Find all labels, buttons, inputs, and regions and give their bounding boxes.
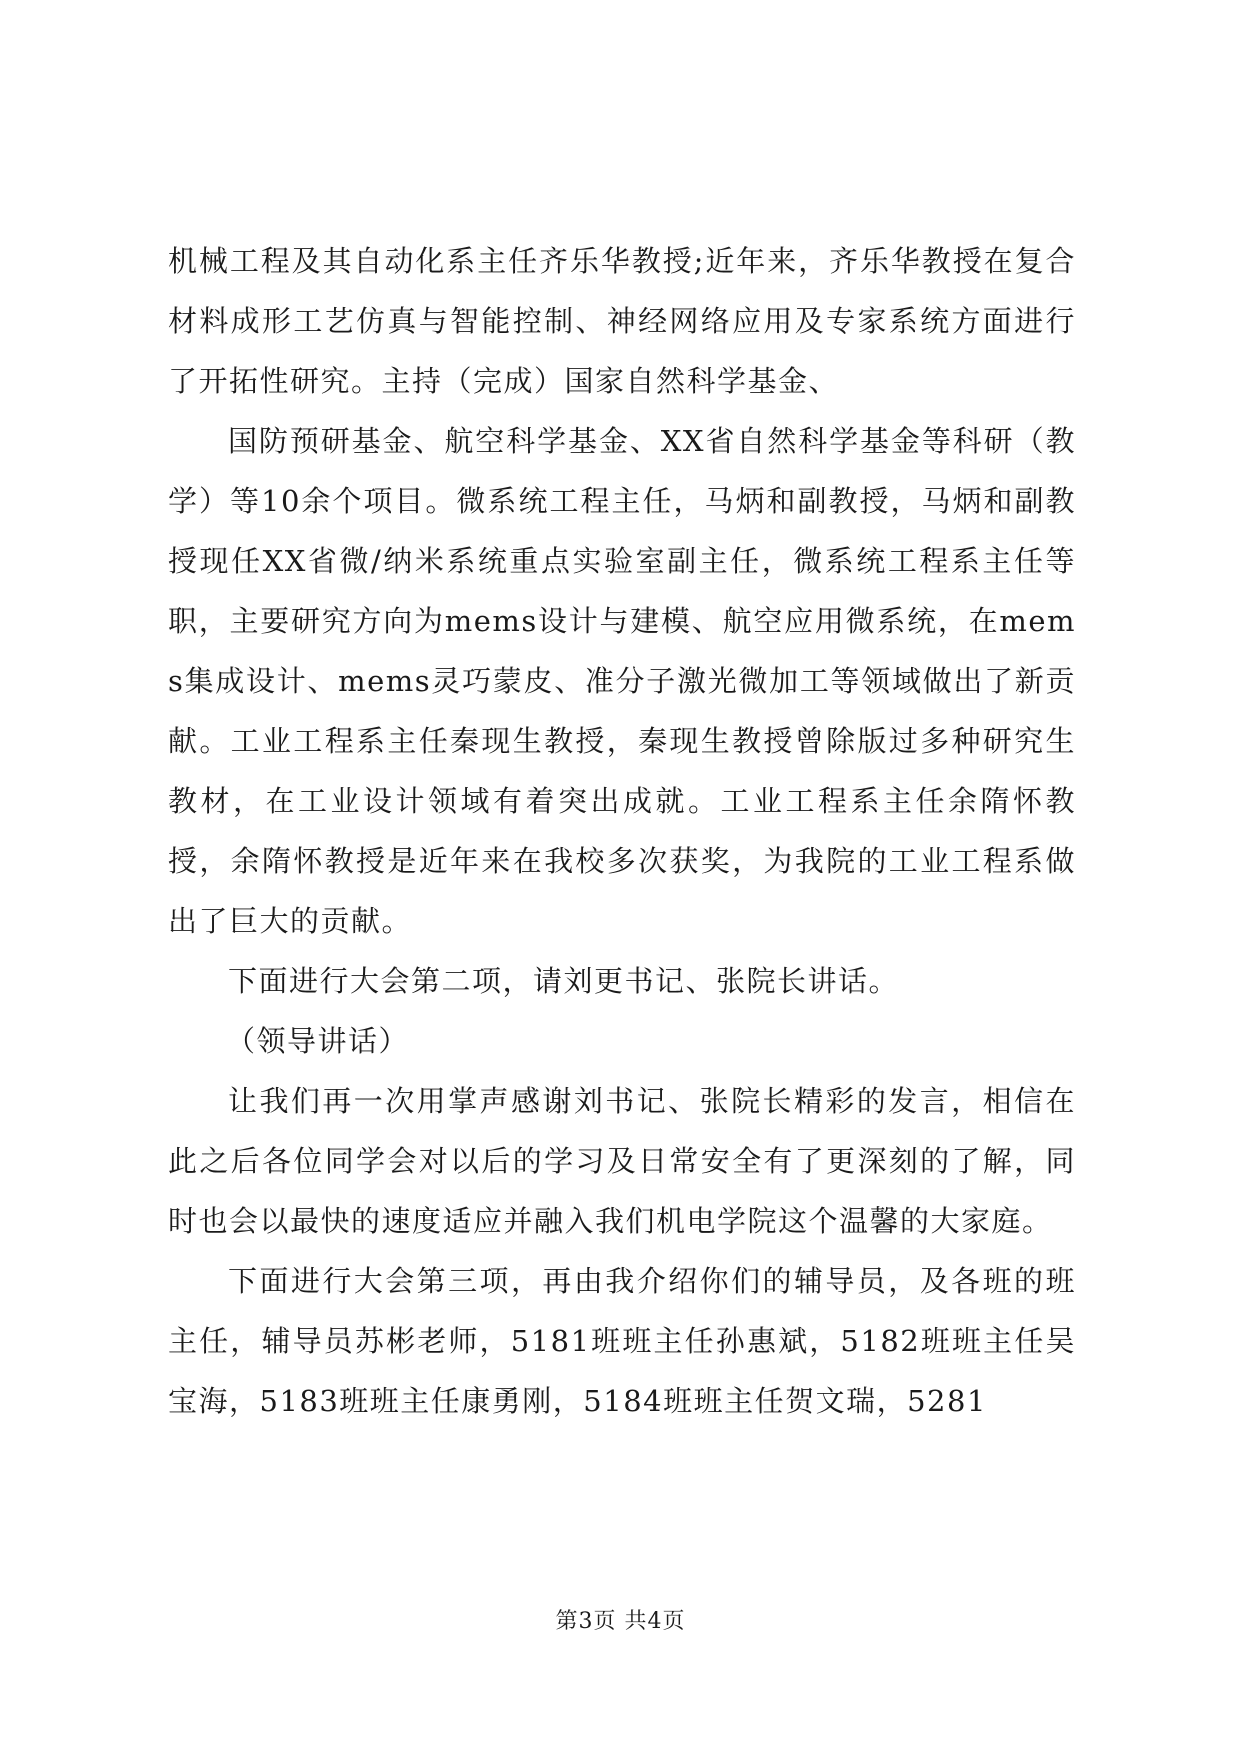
page-footer: 第3页 共4页 (555, 1609, 686, 1634)
paragraph-2: 国防预研基金、航空科学基金、XX省自然科学基金等科研（教学）等10余个项目。微系统工程主任，马炳和副教授，马炳和副教授现任XX省微/纳米系统重点实验室副主任，微系统工程系主任等职，主要研究方向为mems设计与建模、航空应用微系统，在mems集成设计、mems灵巧蒙皮、准分子激光微加工等领域做出了新贡献。工业工程系主任秦现生教授，秦现生教授曾除版过多种研究生教材，在工业设计领域有着突出成就。工业工程系主任余隋怀教授，余隋怀教授是近年来在我校多次获奖，为我院的工业工程系做出了巨大的贡献。 (168, 424, 1076, 938)
paragraph-4: （领导讲话） (226, 1024, 410, 1058)
paragraph-5: 让我们再一次用掌声感谢刘书记、张院长精彩的发言，相信在此之后各位同学会对以后的学习及日常安全有了更深刻的了解，同时也会以最快的速度适应并融入我们机电学院这个温馨的大家庭。 (168, 1084, 1076, 1238)
paragraph-1: 机械工程及其自动化系主任齐乐华教授;近年来，齐乐华教授在复合材料成形工艺仿真与智能控制、神经网络应用及专家系统方面进行了开拓性研究。主持（完成）国家自然科学基金、 (168, 244, 1076, 398)
document-body (168, 231, 1076, 1431)
paragraph-6: 下面进行大会第三项，再由我介绍你们的辅导员，及各班的班主任，辅导员苏彬老师，5181班班主任孙惠斌，5182班班主任吴宝海，5183班班主任康勇刚，5184班班主任贺文瑞，5281 (168, 1264, 1076, 1418)
paragraph-3: 下面进行大会第二项，请刘更书记、张院长讲话。 (228, 964, 900, 998)
